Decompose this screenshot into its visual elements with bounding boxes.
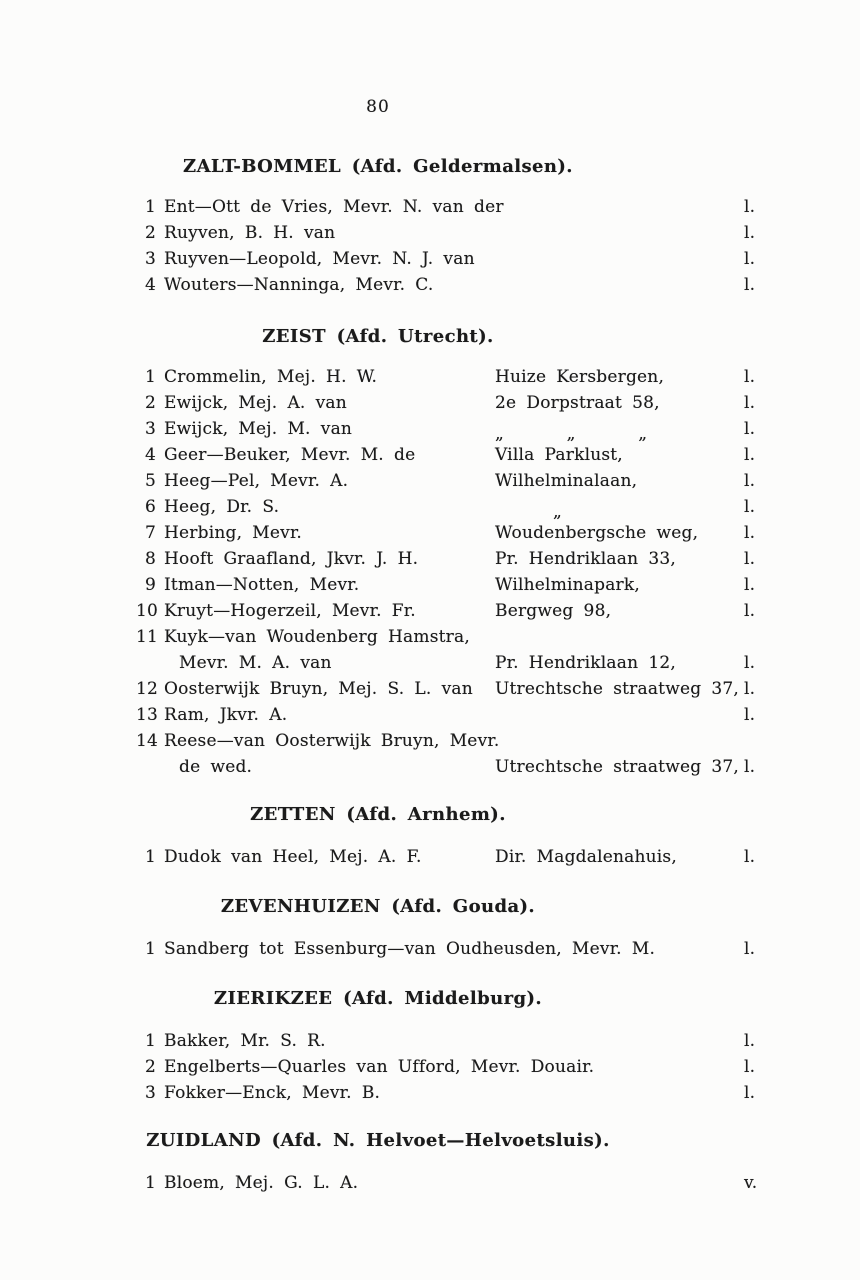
membership-mark: l. bbox=[744, 1057, 756, 1077]
entry-number: 3 bbox=[144, 1083, 156, 1103]
member-name: Fokker—Enck, Mevr. B. bbox=[164, 1083, 381, 1103]
member-row bbox=[136, 272, 826, 298]
member-list bbox=[136, 844, 826, 870]
membership-mark: v. bbox=[744, 1173, 758, 1193]
member-address: Villa Parklust, bbox=[495, 445, 623, 465]
entry-number: 14 bbox=[136, 731, 159, 751]
member-row bbox=[136, 442, 826, 468]
member-name: Heeg, Dr. S. bbox=[164, 497, 280, 517]
section-heading: ZUIDLAND (Afd. N. Helvoet—Helvoetsluis). bbox=[146, 1130, 610, 1151]
membership-mark: l. bbox=[744, 575, 756, 595]
membership-mark: l. bbox=[744, 197, 756, 217]
entry-number: 7 bbox=[144, 523, 156, 543]
member-name: Ent—Ott de Vries, Mevr. N. van der bbox=[164, 197, 504, 217]
member-row bbox=[136, 1054, 826, 1080]
membership-mark: l. bbox=[744, 497, 756, 517]
member-address: Huize Kersbergen, bbox=[495, 367, 665, 387]
member-row bbox=[136, 194, 826, 220]
ditto-mark: „ „ „ bbox=[495, 424, 648, 444]
member-name: Reese—van Oosterwijk Bruyn, Mevr. bbox=[164, 731, 500, 751]
entry-number: 4 bbox=[144, 445, 156, 465]
section-zalt-bommel bbox=[0, 154, 860, 298]
member-row bbox=[136, 676, 826, 702]
section-heading: ZEVENHUIZEN (Afd. Gouda). bbox=[220, 896, 536, 917]
membership-mark: l. bbox=[744, 523, 756, 543]
membership-mark: l. bbox=[744, 445, 756, 465]
member-row bbox=[136, 844, 826, 870]
entry-number: 9 bbox=[144, 575, 156, 595]
member-row bbox=[136, 936, 826, 962]
member-name: Kuyk—van Woudenberg Hamstra, bbox=[164, 627, 470, 647]
section-zeist bbox=[0, 324, 860, 780]
page-number: 80 bbox=[366, 97, 390, 117]
membership-mark: l. bbox=[744, 939, 756, 959]
member-name: Wouters—Nanninga, Mevr. C. bbox=[164, 275, 434, 295]
member-row bbox=[136, 598, 826, 624]
membership-mark: l. bbox=[744, 249, 756, 269]
membership-mark: l. bbox=[744, 471, 756, 491]
membership-mark: l. bbox=[744, 367, 756, 387]
member-row bbox=[136, 728, 826, 754]
member-name: Bakker, Mr. S. R. bbox=[164, 1031, 326, 1051]
member-name-continued: Mevr. M. A. van bbox=[179, 653, 332, 673]
member-row bbox=[136, 546, 826, 572]
member-name: Hooft Graafland, Jkvr. J. H. bbox=[164, 549, 419, 569]
section-zuidland bbox=[0, 1128, 860, 1196]
entry-number: 1 bbox=[144, 939, 156, 959]
member-row bbox=[136, 416, 826, 442]
member-row bbox=[136, 1080, 826, 1106]
entry-number: 3 bbox=[144, 419, 156, 439]
member-row bbox=[136, 364, 826, 390]
section-heading: ZIERIKZEE (Afd. Middelburg). bbox=[213, 988, 543, 1009]
entry-number: 1 bbox=[144, 367, 156, 387]
member-address: Wilhelminalaan, bbox=[495, 471, 638, 491]
section-heading: ZEIST (Afd. Utrecht). bbox=[262, 326, 494, 347]
entry-number: 6 bbox=[144, 497, 156, 517]
membership-mark: l. bbox=[744, 847, 756, 867]
member-row bbox=[136, 246, 826, 272]
member-name: Bloem, Mej. G. L. A. bbox=[164, 1173, 359, 1193]
member-list bbox=[136, 1170, 826, 1196]
entry-number: 1 bbox=[144, 1031, 156, 1051]
member-address: Bergweg 98, bbox=[495, 601, 612, 621]
entry-number: 1 bbox=[144, 1173, 156, 1193]
membership-mark: l. bbox=[744, 1031, 756, 1051]
section-zierikzee bbox=[0, 986, 860, 1106]
member-name: Kruyt—Hogerzeil, Mevr. Fr. bbox=[164, 601, 416, 621]
member-name: Ruyven, B. H. van bbox=[164, 223, 336, 243]
member-row bbox=[136, 494, 826, 520]
entry-number: 2 bbox=[144, 393, 156, 413]
section-heading: ZALT-BOMMEL (Afd. Geldermalsen). bbox=[183, 156, 573, 177]
member-name: Geer—Beuker, Mevr. M. de bbox=[164, 445, 416, 465]
member-address: Wilhelminapark, bbox=[495, 575, 640, 595]
member-name: Ewijck, Mej. M. van bbox=[164, 419, 353, 439]
membership-mark: l. bbox=[744, 601, 756, 621]
member-name: Itman—Notten, Mevr. bbox=[164, 575, 360, 595]
member-address: 2e Dorpstraat 58, bbox=[495, 393, 660, 413]
entry-number: 1 bbox=[144, 847, 156, 867]
entry-number: 2 bbox=[144, 1057, 156, 1077]
member-address: Pr. Hendriklaan 33, bbox=[495, 549, 676, 569]
entry-number: 3 bbox=[144, 249, 156, 269]
member-name: Dudok van Heel, Mej. A. F. bbox=[164, 847, 422, 867]
entry-number: 1 bbox=[144, 197, 156, 217]
member-row bbox=[136, 520, 826, 546]
member-row bbox=[136, 468, 826, 494]
member-row-continued bbox=[136, 650, 826, 676]
member-row bbox=[136, 1170, 826, 1196]
membership-mark: l. bbox=[744, 549, 756, 569]
member-address: Pr. Hendriklaan 12, bbox=[495, 653, 676, 673]
member-name: Herbing, Mevr. bbox=[164, 523, 303, 543]
membership-mark: l. bbox=[744, 393, 756, 413]
member-name: Ewijck, Mej. A. van bbox=[164, 393, 347, 413]
entry-number: 5 bbox=[144, 471, 156, 491]
member-row-continued bbox=[136, 754, 826, 780]
membership-mark: l. bbox=[744, 223, 756, 243]
member-row bbox=[136, 220, 826, 246]
member-name: Crommelin, Mej. H. W. bbox=[164, 367, 378, 387]
member-address: Dir. Magdalenahuis, bbox=[495, 847, 677, 867]
entry-number: 10 bbox=[136, 601, 159, 621]
member-name-continued: de wed. bbox=[179, 757, 253, 777]
membership-mark: l. bbox=[744, 679, 756, 699]
entry-number: 2 bbox=[144, 223, 156, 243]
member-list bbox=[136, 194, 826, 298]
member-name: Oosterwijk Bruyn, Mej. S. L. van bbox=[164, 679, 473, 699]
member-row bbox=[136, 572, 826, 598]
membership-mark: l. bbox=[744, 1083, 756, 1103]
membership-mark: l. bbox=[744, 419, 756, 439]
member-name: Heeg—Pel, Mevr. A. bbox=[164, 471, 349, 491]
entry-number: 12 bbox=[136, 679, 159, 699]
member-address: Utrechtsche straatweg 37, bbox=[495, 757, 740, 777]
member-row bbox=[136, 390, 826, 416]
member-name: Sandberg tot Essenburg—van Oudheusden, Mevr. M. bbox=[164, 939, 656, 959]
section-zevenhuizen bbox=[0, 894, 860, 962]
member-row bbox=[136, 624, 826, 650]
section-zetten bbox=[0, 802, 860, 870]
member-address: Woudenbergsche weg, bbox=[495, 523, 699, 543]
entry-number: 8 bbox=[144, 549, 156, 569]
membership-mark: l. bbox=[744, 757, 756, 777]
membership-mark: l. bbox=[744, 705, 756, 725]
membership-mark: l. bbox=[744, 275, 756, 295]
entry-number: 4 bbox=[144, 275, 156, 295]
member-name: Ruyven—Leopold, Mevr. N. J. van bbox=[164, 249, 475, 269]
member-row bbox=[136, 702, 826, 728]
section-heading: ZETTEN (Afd. Arnhem). bbox=[250, 804, 506, 825]
entry-number: 13 bbox=[136, 705, 159, 725]
ditto-mark: „ bbox=[553, 502, 563, 522]
member-address: Utrechtsche straatweg 37, bbox=[495, 679, 740, 699]
member-list bbox=[136, 936, 826, 962]
member-list bbox=[136, 364, 826, 780]
member-list bbox=[136, 1028, 826, 1106]
member-name: Ram, Jkvr. A. bbox=[164, 705, 288, 725]
membership-mark: l. bbox=[744, 653, 756, 673]
member-row bbox=[136, 1028, 826, 1054]
entry-number: 11 bbox=[136, 627, 159, 647]
member-name: Engelberts—Quarles van Ufford, Mevr. Douair. bbox=[164, 1057, 595, 1077]
